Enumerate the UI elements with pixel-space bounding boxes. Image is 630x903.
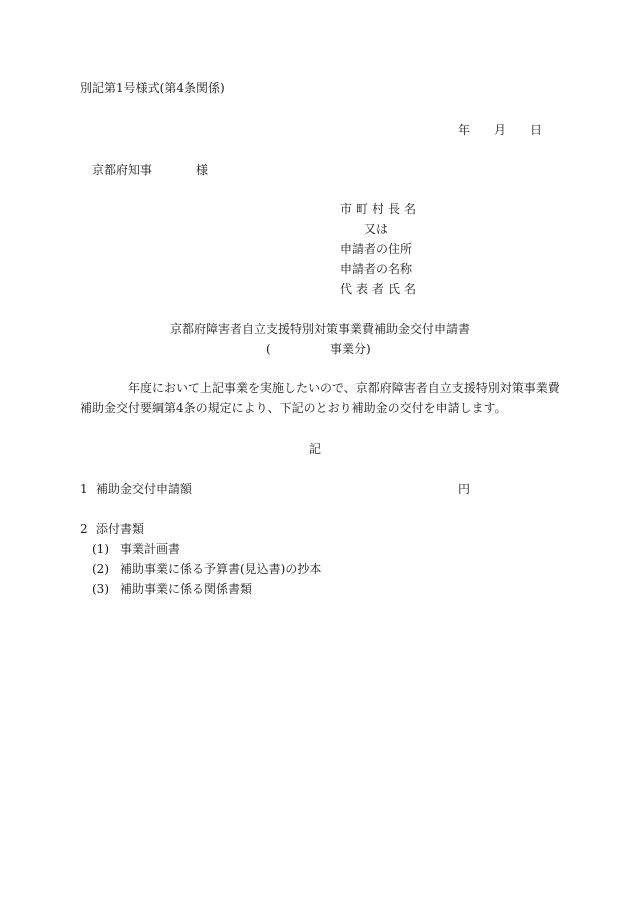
addressee-honorific: 様 (196, 163, 209, 177)
subitem-1-number: (1) (92, 542, 109, 556)
subitem-2-text: 補助事業に係る予算書(見込書)の抄本 (120, 562, 322, 576)
form-number: 別記第1号様式(第4条関係) (80, 81, 225, 95)
or-label: 又は (364, 222, 389, 236)
item1-label: 補助金交付申請額 (96, 482, 193, 496)
subitem-2-number: (2) (92, 562, 109, 576)
document-title: 京都府障害者自立支援特別対策事業費補助金交付申請書 (170, 322, 471, 336)
subtitle-business-label: 事業分) (330, 342, 371, 356)
ki-heading: 記 (309, 442, 322, 456)
applicant-org-name-label: 申請者の名称 (340, 262, 413, 276)
mayor-name-label: 市町村長名 (340, 202, 421, 216)
item1-number: 1 (80, 482, 88, 496)
item1-unit: 円 (458, 482, 471, 496)
date-month-label: 月 (494, 123, 507, 137)
item2-label: 添付書類 (96, 522, 145, 536)
subitem-3-number: (3) (92, 582, 109, 596)
body-text-line-2: 補助金交付要綱第4条の規定により、下記のとおり補助金の交付を申請します。 (80, 401, 507, 415)
date-day-label: 日 (530, 123, 543, 137)
applicant-address-label: 申請者の住所 (340, 242, 413, 256)
subitem-3-text: 補助事業に係る関係書類 (120, 582, 253, 596)
date-year-label: 年 (458, 123, 471, 137)
item2-number: 2 (80, 522, 88, 536)
body-text-line-1: 年度において上記事業を実施したいので、京都府障害者自立支援特別対策事業費 (128, 381, 560, 395)
representative-name-label: 代表者氏名 (340, 282, 421, 296)
addressee-name: 京都府知事 (92, 163, 153, 177)
subtitle-open-paren: ( (266, 342, 271, 356)
subitem-1-text: 事業計画書 (120, 542, 181, 556)
